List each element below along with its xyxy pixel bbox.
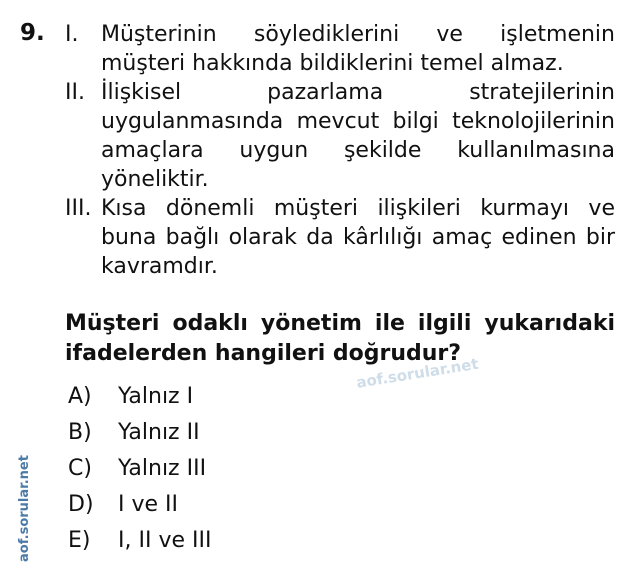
option-b-letter: B) xyxy=(68,420,92,445)
statement-2 xyxy=(65,78,615,194)
option-d-letter: D) xyxy=(68,492,94,517)
watermark-side: aof.sorular.net xyxy=(17,455,32,562)
statement-2-text: İlişkisel pazarlama stratejilerinin uygulanmasında mevcut bilgi teknolojilerinin amaçlara uygun şekilde kullanılmasına yöneliktir. xyxy=(101,80,615,192)
statement-1-roman: I. xyxy=(65,22,79,47)
statement-3 xyxy=(65,194,615,281)
option-e-letter: E) xyxy=(68,528,91,553)
question-prompt: Müşteri odaklı yönetim ile ilgili yukarıdaki ifadelerden hangileri doğrudur? xyxy=(65,311,615,366)
statement-3-roman: III. xyxy=(65,196,92,221)
option-a-text: Yalnız I xyxy=(118,384,194,409)
option-a-letter: A) xyxy=(68,384,92,409)
option-c-letter: C) xyxy=(68,456,92,481)
statement-2-roman: II. xyxy=(65,80,85,105)
option-e-text: I, II ve III xyxy=(118,528,212,553)
statement-3-text: Kısa dönemli müşteri ilişkileri kurmayı ve buna bağlı olarak da kârlılığı amaç edinen bir kavramdır. xyxy=(101,196,615,279)
option-c-text: Yalnız III xyxy=(118,456,207,481)
question-number: 9. xyxy=(20,20,45,46)
statement-1-text: Müşterinin söylediklerini ve işletmenin müşteri hakkında bildiklerini temel almaz. xyxy=(101,22,615,76)
watermark-center: aof.sorular.net xyxy=(355,354,480,392)
option-d-text: I ve II xyxy=(118,492,179,517)
statement-1 xyxy=(65,20,615,78)
option-b-text: Yalnız II xyxy=(118,420,200,445)
